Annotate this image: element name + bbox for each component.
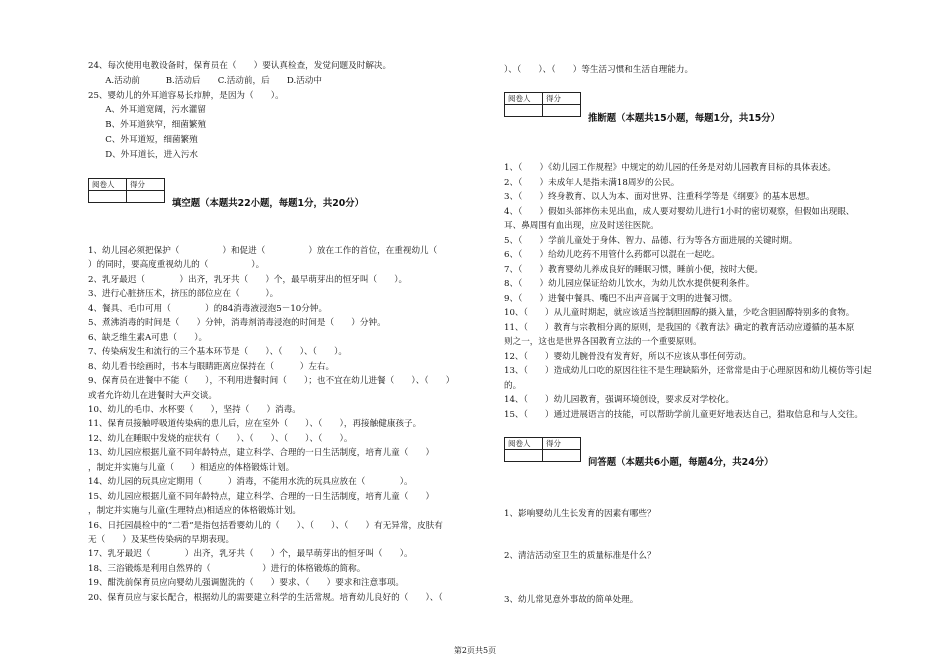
question-line: 8、幼儿看书绘画时，书本与眼睛距离应保持在（ ）左右。 <box>88 362 335 372</box>
question-line: 19、酣洗前保育员应向婴幼儿强调盥洗的（ ）要求、（ ）要求和注意事项。 <box>88 578 405 588</box>
question-line: 15、幼儿园应根据儿童不同年龄特点，建立科学、合理的一日生活制度，培育儿童（ ） <box>88 492 435 502</box>
question-line: 5、（ ）学前儿童处于身体、智力、品德、行为等各方面进展的关键时期。 <box>504 236 798 246</box>
question-line: A.活动前 B.活动后 C.活动前，后 D.活动中 <box>88 76 322 86</box>
score-label-score: 得分 <box>543 438 581 450</box>
score-label-grader: 阅卷人 <box>89 179 127 191</box>
question-line: 6、（ ）给幼儿吃药不用管什么药都可以混在一起吃。 <box>504 250 721 260</box>
question-line: 7、（ ）教育婴幼儿养成良好的睡眠习惯，睡前小便，按时大便。 <box>504 265 763 275</box>
question-line: 11、（ ）教育与宗教相分离的原则，是我国的《教育法》确定的教育活动应遵循的基本原 <box>504 323 855 333</box>
score-table-qa <box>504 437 581 462</box>
question-line: 3、幼儿常见意外事故的简单处理。 <box>504 595 639 605</box>
question-line: 10、（ ）从儿童时期起，就应该适当控制胆固醇的摄入量，少吃含胆固醇特别多的食物。 <box>504 308 855 318</box>
question-line: ）的同时，要高度重视幼儿的（ ）。 <box>88 260 265 270</box>
question-line: 3、（ ）终身教育、以人为本、面对世界、注重科学等是《纲要》的基本思想。 <box>504 192 815 202</box>
question-line: 13、幼儿园应根据儿童不同年龄特点，建立科学、合理的一日生活制度，培育儿童（ ） <box>88 448 435 458</box>
question-line: 无（ ）及某些传染病的早期表现。 <box>88 535 235 545</box>
question-line: 15、（ ）通过进展语言的技能，可以帮助学前儿童更好地表达自己，猎取信息和与人交往。 <box>504 410 863 420</box>
question-line: 13、（ ）造成幼儿口吃的原因往往不是生理缺陷外，还常常是由于心理原因和幼儿模仿等引起 <box>504 366 872 376</box>
question-line: ，制定并实施与儿童（ ）相适应的体格锻炼计划。 <box>88 463 295 473</box>
question-line: 2、（ ）未成年人是指未满18周岁的公民。 <box>504 178 680 188</box>
continued-line: ）、（ ）、（ ）等生活习惯和生活自理能力。 <box>504 65 694 75</box>
question-line: 10、幼儿的毛巾、水杯要（ ），坚持（ ）消毒。 <box>88 405 301 415</box>
question-line: 3、进行心脏挤压术，挤压的部位应在（ ）。 <box>88 289 279 299</box>
question-line: 16、日托园晨检中的“二看”是指包括看婴幼儿的（ ）、（ ）、（ ）有无异常，皮肤有 <box>88 521 443 531</box>
question-line: 14、幼儿园的玩具应定期用（ ）消毒，不能用水洗的玩具应放在（ ）。 <box>88 477 413 487</box>
score-table-fill <box>88 178 165 203</box>
question-line: 的。 <box>504 381 522 391</box>
question-line: 11、保育员接触呼吸道传染病的患儿后，应在室外（ ）、（ ），再接触健康孩子。 <box>88 419 422 429</box>
judge-section-title: 推断题（本题共15小题，每题1分，共15分） <box>588 113 780 124</box>
question-line: 4、餐具、毛巾可用（ ）的84消毒液浸泡5－10分钟。 <box>88 304 328 314</box>
score-label-score: 得分 <box>127 179 165 191</box>
question-line: D、外耳道长，进入污水 <box>88 150 199 160</box>
question-line: B、外耳道狭窄，细菌繁殖 <box>88 120 207 130</box>
question-line: 25、婴幼儿的外耳道容易长疖肿，是因为（ ）。 <box>88 91 284 101</box>
score-label-score: 得分 <box>543 93 581 105</box>
score-label-grader: 阅卷人 <box>505 438 543 450</box>
score-table-judge <box>504 92 581 117</box>
question-line: ，制定并实施与儿童(生理特点)相适应的体格锻炼计划。 <box>88 506 301 516</box>
question-line: 18、三浴锻炼是利用自然界的（ ）进行的体格锻炼的简称。 <box>88 564 366 574</box>
question-line: 2、乳牙最迟（ ）出齐，乳牙共（ ）个，最早萌芽出的恒牙叫（ ）。 <box>88 275 408 285</box>
question-line: 9、（ ）进餐中餐具、嘴巴不出声音属于文明的进餐习惯。 <box>504 294 738 304</box>
page-number: 第2页共5页 <box>453 646 497 655</box>
question-line: 14、（ ）幼儿园教育，强调环境创设，要求反对学校化。 <box>504 395 735 405</box>
question-line: 1、（ ）《幼儿园工作规程》中规定的幼儿园的任务是对幼儿园教育目标的具体表述。 <box>504 163 837 173</box>
question-line: C、外耳道短，细菌繁殖 <box>88 135 198 145</box>
question-line: 20、保育员应与家长配合，根据幼儿的需要建立科学的生活常规。培育幼儿良好的（ ）、（ <box>88 593 443 603</box>
question-line: 2、清洁活动室卫生的质量标准是什么？ <box>504 551 656 561</box>
qa-section-title: 问答题（本题共6小题，每题4分，共24分） <box>588 457 774 468</box>
question-line: 5、煮沸消毒的时间是（ ）分钟，消毒剂消毒浸泡的时间是（ ）分钟。 <box>88 318 386 328</box>
question-line: 12、（ ）婴幼儿腕骨没有发育好，所以不应该从事任何劳动。 <box>504 352 752 362</box>
question-line: 9、保育员在进餐中不能（ ），不利用进餐时间（ ）；也不宜在幼儿进餐（ ）、（ ） <box>88 376 455 386</box>
question-line: 或者允许幼儿在进餐时大声交谈。 <box>88 391 217 401</box>
question-line: 则之一，这也是世界各国教育立法的一个重要原则。 <box>504 337 702 347</box>
question-line: 12、幼儿在睡眠中发烧的症状有（ ）、（ ）、（ ）、（ ）。 <box>88 434 353 444</box>
question-line: 17、乳牙最迟（ ）出齐，乳牙共（ ）个，最早萌芽出的恒牙叫（ ）。 <box>88 549 413 559</box>
question-line: 1、影响婴幼儿生长发育的因素有哪些？ <box>504 509 656 519</box>
question-line: 8、（ ）幼儿园应保证给幼儿饮水，为幼儿饮水提供便利条件。 <box>504 279 755 289</box>
question-line: 1、幼儿园必须把保护（ ）和促进（ ）放在工作的首位，在重视幼儿（ <box>88 246 438 256</box>
question-line: 耳、鼻周围有血出现，应及时送往医院。 <box>504 221 659 231</box>
fill-section-title: 填空题（本题共22小题，每题1分，共20分） <box>172 198 364 209</box>
question-line: 6、缺乏维生素A可患（ ）。 <box>88 333 208 343</box>
score-label-grader: 阅卷人 <box>505 93 543 105</box>
question-line: 4、（ ）假如头部摔伤未见出血，成人要对婴幼儿进行1小时的密切观察，但假如出现眼、 <box>504 207 855 217</box>
question-line: 7、传染病发生和流行的三个基本环节是（ ）、（ ）、（ ）。 <box>88 347 347 357</box>
question-line: 24、每次使用电教设备时，保育员在（ ）要认真检查，发觉问题及时解决。 <box>88 61 392 71</box>
question-line: A、外耳道宽阔，污水灌留 <box>88 105 206 115</box>
